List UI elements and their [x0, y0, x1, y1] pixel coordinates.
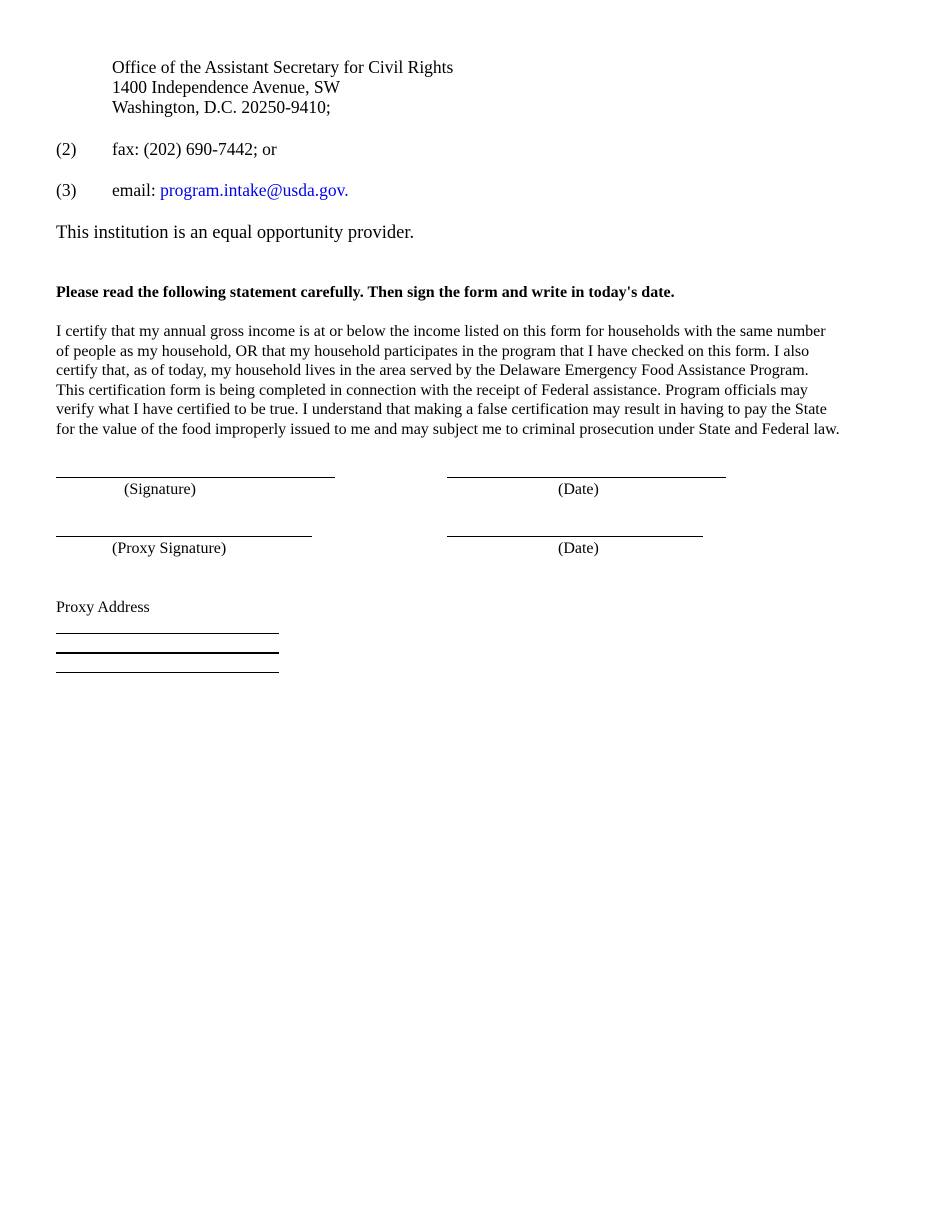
date-label: (Date): [558, 481, 599, 498]
address-line-1: Office of the Assistant Secretary for Civil Rights: [112, 57, 454, 77]
certification-line: I certify that my annual gross income is at or below the income listed on this form for households with the same number: [56, 323, 826, 340]
list-item-number: (2): [56, 139, 77, 159]
proxy-address-title: Proxy Address: [56, 599, 150, 616]
certification-paragraph: [56, 322, 906, 440]
list-item-number: (3): [56, 180, 77, 200]
proxy-signature-label: (Proxy Signature): [112, 540, 227, 557]
email-line: [112, 180, 349, 200]
certification-line: of people as my household, OR that my household participates in the program that I have checked on this form. I also: [56, 342, 810, 360]
proxy-address-line[interactable]: [56, 633, 279, 634]
email-label: email:: [112, 180, 161, 200]
proxy-address-line[interactable]: [56, 672, 279, 673]
equal-opportunity-statement: This institution is an equal opportunity provider.: [56, 223, 415, 243]
proxy-date-label: (Date): [558, 540, 599, 557]
proxy-date-line[interactable]: [447, 536, 703, 537]
certification-line: certify that, as of today, my household lives in the area served by the Delaware Emergency Food Assistance Program.: [56, 362, 809, 380]
proxy-address-line[interactable]: [56, 652, 279, 654]
certification-line: verify what I have certified to be true. I understand that making a false certification may result in having to pay the State: [56, 401, 827, 419]
address-line-2: 1400 Independence Avenue, SW: [112, 77, 341, 97]
address-line-3: Washington, D.C. 20250-9410;: [112, 97, 331, 117]
signature-line[interactable]: [56, 477, 335, 478]
certification-line: for the value of the food improperly issued to me and may subject me to criminal prosecution under State and Federal law.: [56, 420, 840, 438]
instruction-heading: Please read the following statement carefully. Then sign the form and write in today's date.: [56, 284, 675, 301]
signature-label: (Signature): [124, 481, 196, 498]
proxy-signature-line[interactable]: [56, 536, 312, 537]
fax-text: fax: (202) 690-7442; or: [112, 139, 277, 159]
email-link[interactable]: program.intake@usda.gov.: [160, 180, 349, 200]
date-line[interactable]: [447, 477, 726, 478]
certification-line: This certification form is being completed in connection with the receipt of Federal assistance. Program officials may: [56, 381, 808, 399]
